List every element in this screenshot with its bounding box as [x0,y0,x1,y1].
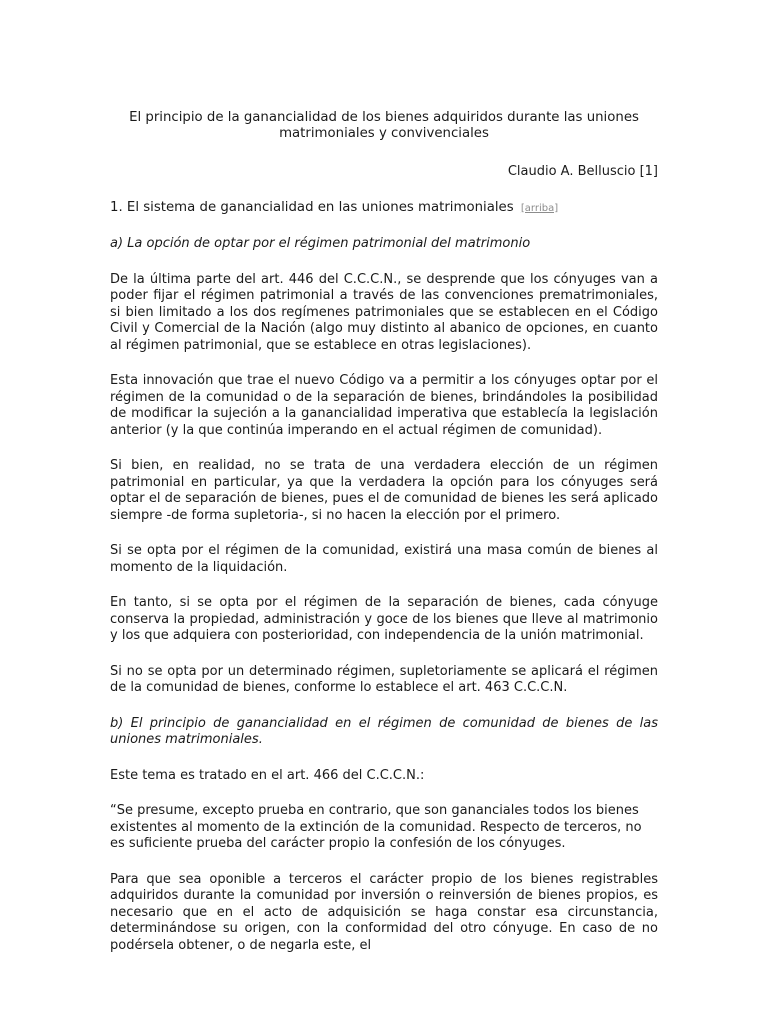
paragraph: En tanto, si se opta por el régimen de la separación de bienes, cada cónyuge conserva la propiedad, administración y goce de los bienes que lleve al matrimonio y los que adquiera con posterioridad, con independencia de la unión matrimonial. [110,595,658,643]
author-line: Claudio A. Belluscio [1] [507,164,658,179]
quote-paragraph: “Se presume, excepto prueba en contrario, que son gananciales todos los bienes existentes al momento de la extinción de la comunidad. Respecto de terceros, no es suficiente prueba del carácter propio la confesión de los cónyuges. [110,803,642,851]
arriba-link[interactable]: [arriba] [520,202,559,214]
paragraph: Si no se opta por un determinado régimen, supletoriamente se aplicará el régimen de la comunidad de bienes, conforme lo establece el art. 463 C.C.C.N. [110,663,658,695]
paragraph: Si se opta por el régimen de la comunidad, existirá una masa común de bienes al momento de la liquidación. [110,543,658,575]
paragraph: Para que sea oponible a terceros el carácter propio de los bienes registrables adquiridos durante la comunidad por inversión o reinversión de bienes propios, es necesario que en el acto de adquisición se haga constar esa circunstancia, determinándose su origen, con la conformidad del otro cónyuge. En caso de no podérsela obtener, o de negarla este, el [110,871,658,953]
paragraph: Esta innovación que trae el nuevo Código va a permitir a los cónyuges optar por el régimen de la comunidad o de la separación de bienes, brindándoles la posibilidad de modificar la sujeción a la ganancialidad imperativa que establecía la legislación anterior (y la que continúa imperando en el actual régimen de comunidad). [110,373,658,438]
section-heading [110,200,658,218]
subheading-b: b) El principio de ganancialidad en el régimen de comunidad de bienes de las uniones matrimoniales. [110,715,658,747]
subheading-a: a) La opción de optar por el régimen patrimonial del matrimonio [110,236,531,251]
document-title: El principio de la ganancialidad de los bienes adquiridos durante las uniones matrimoniales y convivenciales [129,110,639,141]
section-heading-text: 1. El sistema de ganancialidad en las uniones matrimoniales [110,199,514,215]
paragraph: Si bien, en realidad, no se trata de una verdadera elección de un régimen patrimonial en particular, ya que la verdadera la opción para los cónyuges será optar el de separación de bienes, pues el de comunidad de bienes les será aplicado siempre -de forma supletoria-, si no hacen la elección por el primero. [110,458,658,523]
paragraph: De la última parte del art. 446 del C.C.C.N., se desprende que los cónyuges van a poder fijar el régimen patrimonial a través de las convenciones prematrimoniales, si bien limitado a los dos regímenes patrimoniales que se establecen en el Código Civil y Comercial de la Nación (algo muy distinto al abanico de opciones, en cuanto al régimen patrimonial, que se establece en otras legislaciones). [110,271,658,353]
paragraph: Este tema es tratado en el art. 466 del C.C.C.N.: [110,767,425,783]
